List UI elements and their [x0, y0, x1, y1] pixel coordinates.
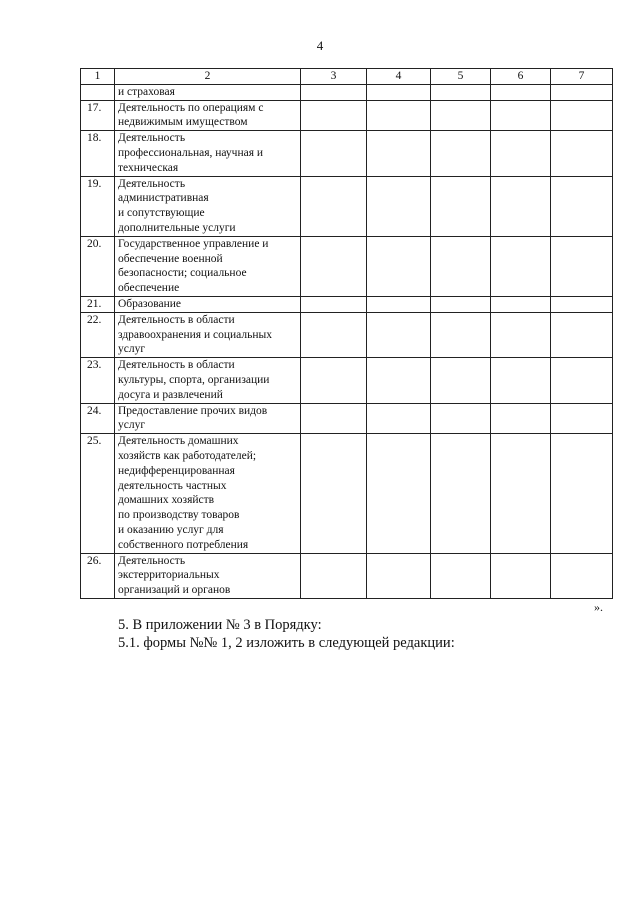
- value-cell: [491, 236, 551, 296]
- value-cell: [367, 553, 431, 598]
- value-cell: [367, 434, 431, 553]
- value-cell: [367, 176, 431, 236]
- value-cell: [301, 131, 367, 176]
- row-number: 23.: [81, 358, 115, 403]
- value-cell: [301, 434, 367, 553]
- row-number: 18.: [81, 131, 115, 176]
- header-cell: 2: [115, 69, 301, 85]
- value-cell: [431, 131, 491, 176]
- row-number: 25.: [81, 434, 115, 553]
- header-cell: 1: [81, 69, 115, 85]
- header-cell: 5: [431, 69, 491, 85]
- table-row: [81, 553, 613, 598]
- value-cell: [367, 236, 431, 296]
- value-cell: [431, 236, 491, 296]
- value-cell: [551, 434, 613, 553]
- value-cell: [431, 84, 491, 100]
- value-cell: [491, 100, 551, 131]
- value-cell: [551, 100, 613, 131]
- statistics-table: [80, 68, 613, 599]
- activity-name: Предоставление прочих видов услуг: [115, 403, 301, 434]
- activity-name: Государственное управление и обеспечение военной безопасности; социальное обеспечение: [115, 236, 301, 296]
- header-cell: 6: [491, 69, 551, 85]
- value-cell: [301, 236, 367, 296]
- paragraph-forms: 5.1. формы №№ 1, 2 изложить в следующей редакции:: [118, 635, 455, 651]
- value-cell: [551, 131, 613, 176]
- table-row: [81, 358, 613, 403]
- value-cell: [551, 176, 613, 236]
- activity-name: Деятельность экстерриториальных организаций и органов: [115, 553, 301, 598]
- value-cell: [491, 358, 551, 403]
- table-row: [81, 296, 613, 312]
- value-cell: [551, 312, 613, 357]
- activity-name: Деятельность в области культуры, спорта, организации досуга и развлечений: [115, 358, 301, 403]
- value-cell: [301, 312, 367, 357]
- value-cell: [551, 553, 613, 598]
- value-cell: [367, 403, 431, 434]
- table-row: [81, 100, 613, 131]
- value-cell: [491, 312, 551, 357]
- value-cell: [431, 553, 491, 598]
- value-cell: [367, 131, 431, 176]
- value-cell: [431, 403, 491, 434]
- value-cell: [491, 553, 551, 598]
- activity-name: Деятельность профессиональная, научная и техническая: [115, 131, 301, 176]
- value-cell: [367, 358, 431, 403]
- value-cell: [301, 296, 367, 312]
- value-cell: [551, 358, 613, 403]
- value-cell: [431, 312, 491, 357]
- table-row: [81, 131, 613, 176]
- row-number: 22.: [81, 312, 115, 357]
- value-cell: [301, 358, 367, 403]
- value-cell: [551, 236, 613, 296]
- row-number: 24.: [81, 403, 115, 434]
- activity-name: Деятельность административная и сопутствующие дополнительные услуги: [115, 176, 301, 236]
- value-cell: [367, 296, 431, 312]
- header-cell: 4: [367, 69, 431, 85]
- activity-name: Деятельность по операциям с недвижимым имуществом: [115, 100, 301, 131]
- row-number: 19.: [81, 176, 115, 236]
- value-cell: [301, 84, 367, 100]
- value-cell: [551, 84, 613, 100]
- table-row: [81, 312, 613, 357]
- activity-name: Образование: [115, 296, 301, 312]
- value-cell: [367, 84, 431, 100]
- header-cell: 3: [301, 69, 367, 85]
- table-row: [81, 84, 613, 100]
- value-cell: [491, 84, 551, 100]
- value-cell: [491, 296, 551, 312]
- table-row: [81, 236, 613, 296]
- header-cell: 7: [551, 69, 613, 85]
- activity-name: Деятельность в области здравоохранения и социальных услуг: [115, 312, 301, 357]
- value-cell: [431, 358, 491, 403]
- value-cell: [431, 100, 491, 131]
- value-cell: [301, 176, 367, 236]
- table-row: [81, 434, 613, 553]
- value-cell: [491, 131, 551, 176]
- closing-quote: ».: [594, 600, 603, 614]
- value-cell: [551, 403, 613, 434]
- row-number: [81, 84, 115, 100]
- table-row: [81, 403, 613, 434]
- row-number: 17.: [81, 100, 115, 131]
- value-cell: [301, 403, 367, 434]
- value-cell: [491, 403, 551, 434]
- value-cell: [491, 176, 551, 236]
- value-cell: [301, 100, 367, 131]
- paragraph-appendix: 5. В приложении № 3 в Порядку:: [118, 617, 322, 633]
- activity-name: и страховая: [115, 84, 301, 100]
- value-cell: [431, 434, 491, 553]
- row-number: 26.: [81, 553, 115, 598]
- page-number: 4: [316, 38, 324, 53]
- value-cell: [367, 100, 431, 131]
- value-cell: [301, 553, 367, 598]
- value-cell: [431, 176, 491, 236]
- activity-name: Деятельность домашних хозяйств как работодателей; недифференцированная деятельность частных домашних хозяйств по производству товаров и оказанию услуг для собственного потребления: [115, 434, 301, 553]
- value-cell: [367, 312, 431, 357]
- value-cell: [431, 296, 491, 312]
- value-cell: [551, 296, 613, 312]
- row-number: 21.: [81, 296, 115, 312]
- value-cell: [491, 434, 551, 553]
- table-row: [81, 176, 613, 236]
- table-header-row: [81, 69, 613, 85]
- row-number: 20.: [81, 236, 115, 296]
